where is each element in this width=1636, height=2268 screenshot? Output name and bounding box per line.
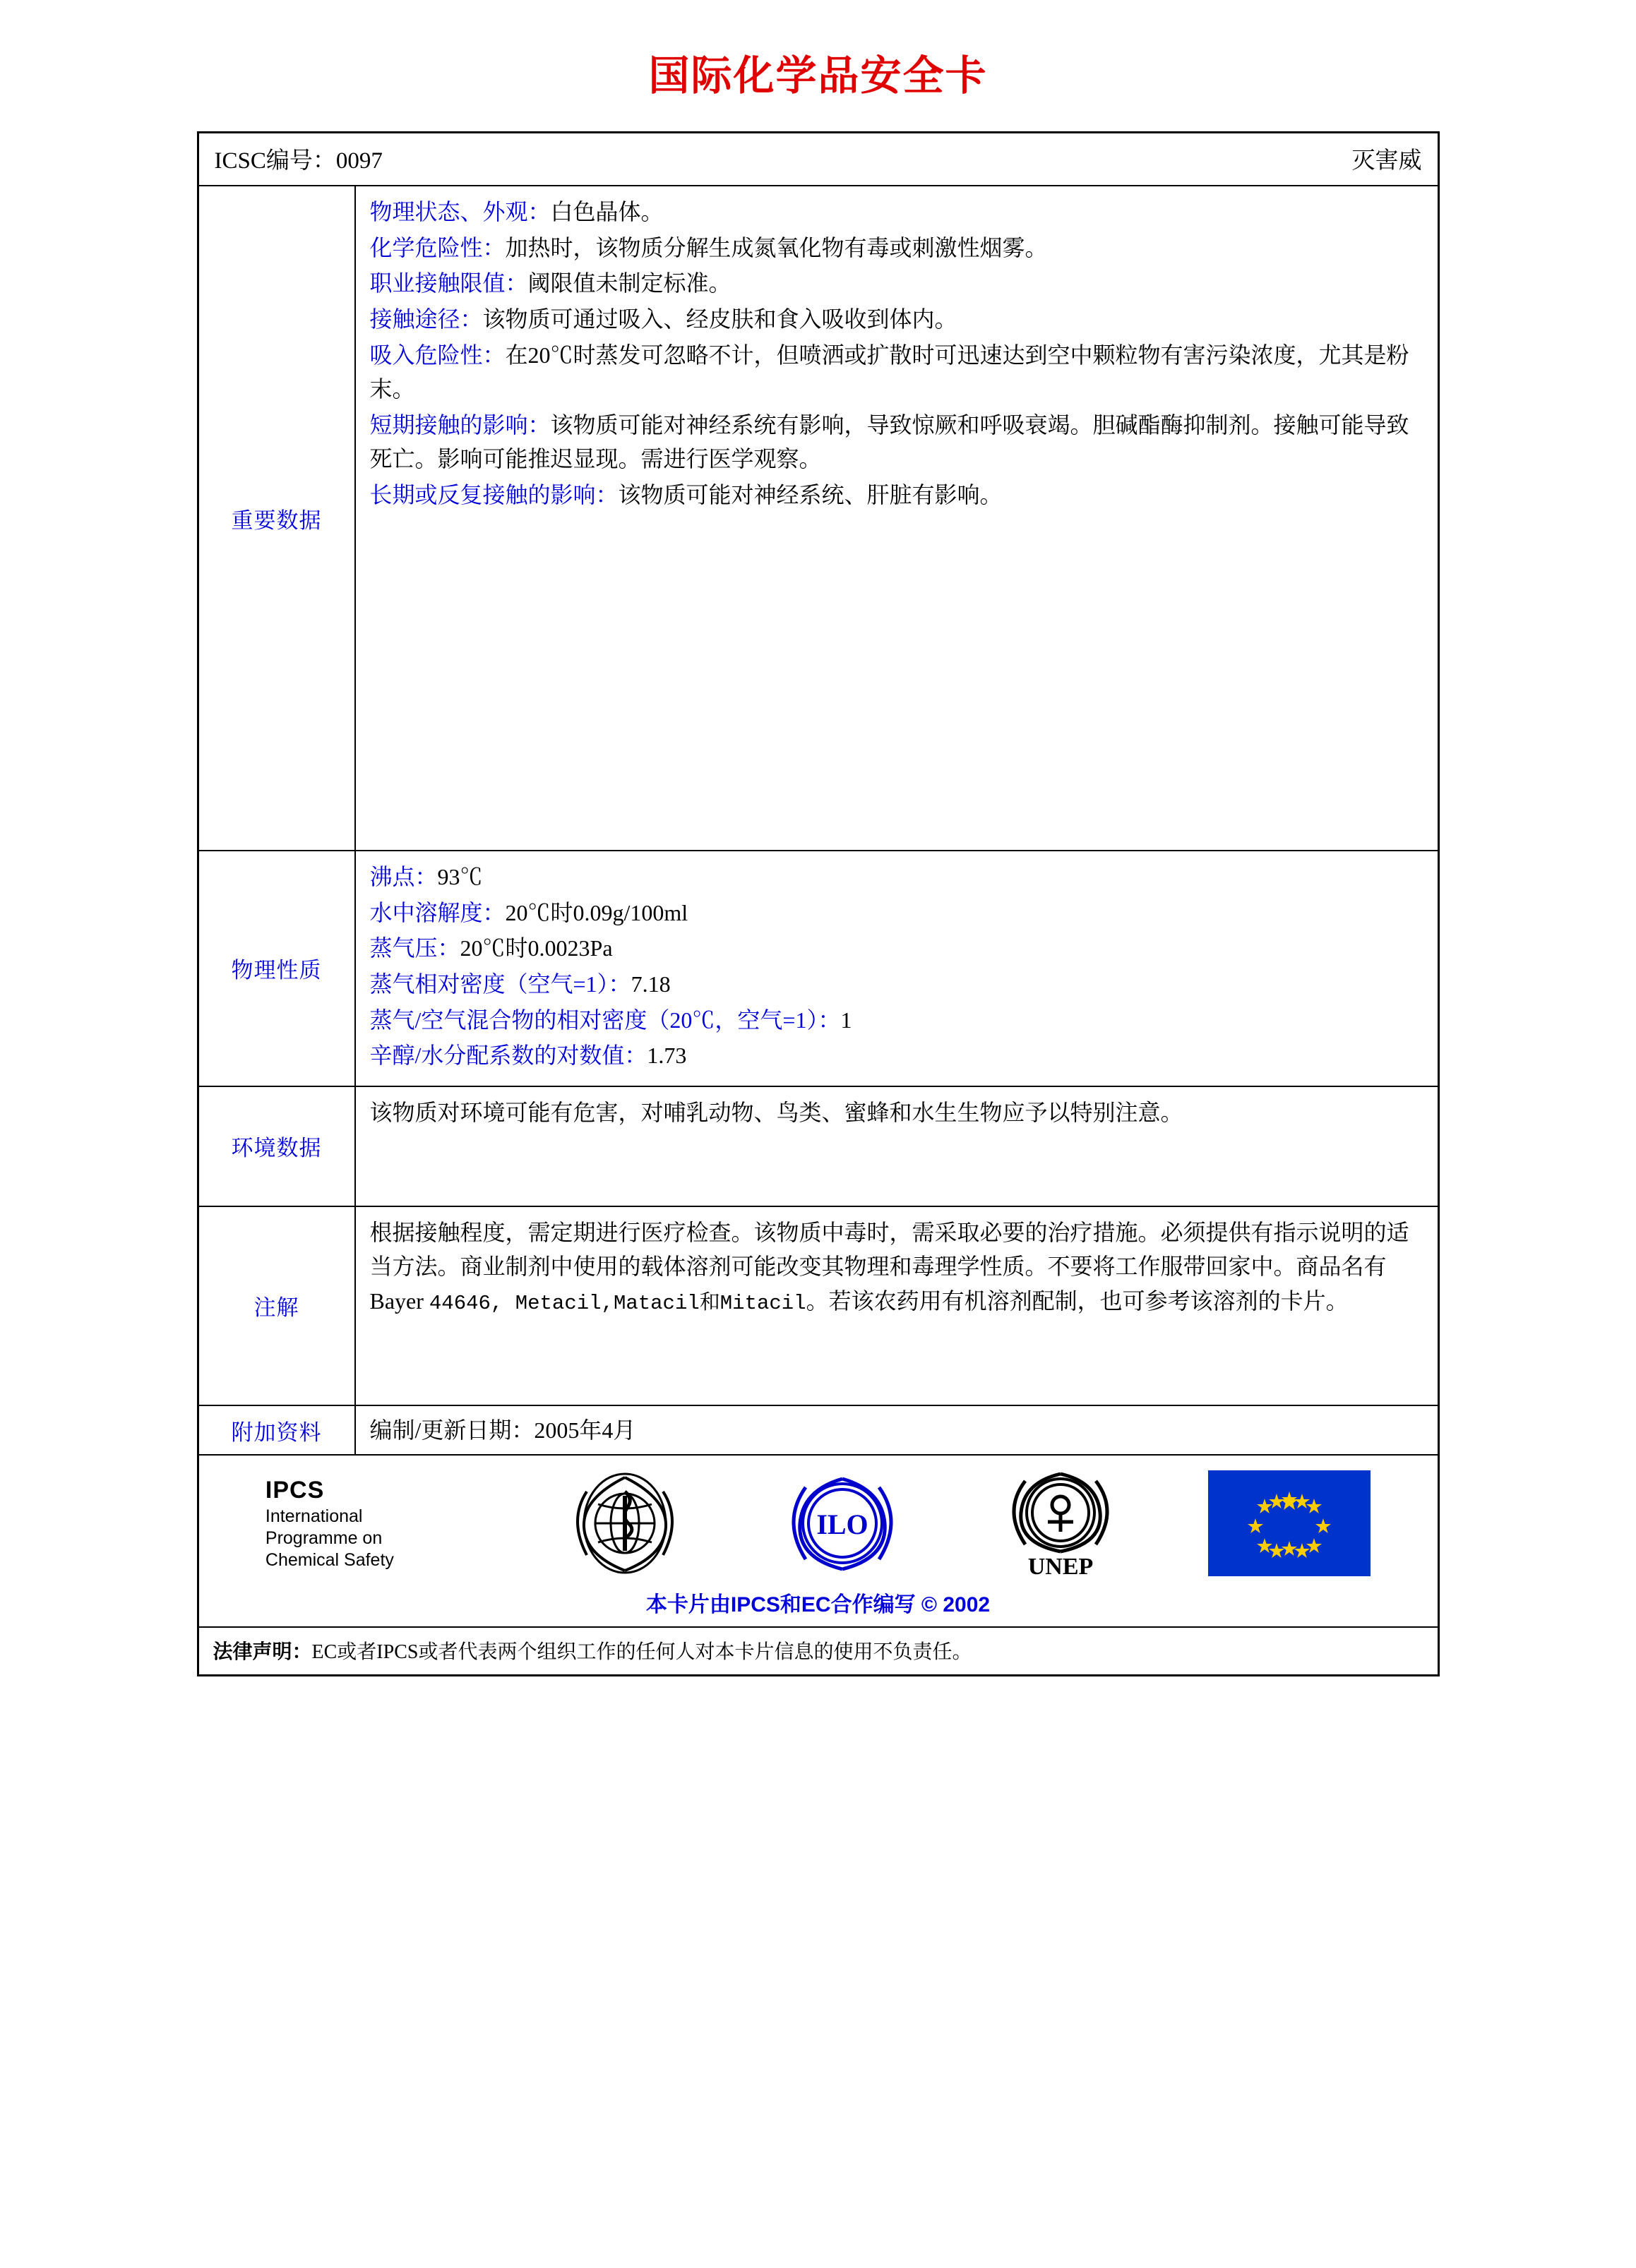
value: 在20℃时蒸发可忽略不计，但喷洒或扩散时可迅速达到空中颗粒物有害污染浓度，尤其是粉末。 (369, 342, 1409, 402)
notes-trade-names: 44646, Metacil,Matacil和Mitacil (429, 1292, 806, 1315)
term: 物理状态、外观： (369, 199, 551, 224)
ipcs-line-2: Programme on (265, 1528, 383, 1548)
ipcs-block (265, 1475, 477, 1571)
notes-text-part1: 根据接触程度，需定期进行医疗检查。该物质中毒时，需采取必要的治疗措施。必须提供有指示说明的适当方法。商业制剂中使用的载体溶剂可能改变其物理和毒理学性质。不要将工作服带回家中。商品名有Bayer (369, 1219, 1409, 1314)
term: 化学危险性： (369, 234, 506, 260)
value: 该物质可能对神经系统、肝脏有影响。 (618, 482, 1003, 508)
footer-logos (199, 1456, 1438, 1628)
value: 1 (840, 1007, 852, 1033)
data-item (370, 195, 1423, 229)
term: 沸点： (369, 864, 438, 889)
value: 该物质可通过吸入、经皮肤和食入吸收到体内。 (482, 306, 957, 332)
value: 1.73 (647, 1043, 687, 1069)
data-item (370, 231, 1423, 265)
value: 白色晶体。 (550, 199, 664, 224)
logos-container (199, 1463, 1438, 1580)
section-physical-properties (199, 851, 1438, 1087)
data-item (370, 1003, 1423, 1038)
value: 该物质可能对神经系统有影响，导致惊厥和呼吸衰竭。胆碱酯酶抑制剂。接触可能导致死亡。影响可能推迟显现。需进行医学观察。 (369, 412, 1409, 472)
value: 20℃时0.0023Pa (460, 935, 613, 961)
term: 吸入危险性： (369, 342, 506, 368)
who-logo-icon (554, 1470, 695, 1576)
unep-logo-icon (990, 1467, 1131, 1580)
term: 蒸气相对密度（空气=1）： (369, 971, 631, 997)
section-additional (199, 1406, 1438, 1456)
section-label-additional: 附加资料 (199, 1406, 356, 1455)
legal-notice (199, 1628, 1438, 1674)
card-header (199, 133, 1438, 186)
section-content-environmental-data: 该物质对环境可能有危害，对哺乳动物、鸟类、蜜蜂和水生生物应予以特别注意。 (369, 1099, 1183, 1125)
data-item (370, 967, 1423, 1002)
value: 7.18 (631, 971, 671, 997)
icsc-number-value: 0097 (335, 148, 383, 174)
term: 长期或反复接触的影响： (369, 482, 619, 508)
term: 接触途径： (369, 306, 483, 332)
value: 20℃时0.09g/100ml (505, 899, 688, 925)
data-item (370, 860, 1423, 894)
term: 短期接触的影响： (369, 412, 551, 438)
term: 蒸气/空气混合物的相对密度（20℃，空气=1）： (369, 1007, 841, 1033)
section-label-important-data: 重要数据 (199, 186, 356, 850)
term: 蒸气压： (369, 935, 460, 961)
page-title: 国际化学品安全卡 (648, 53, 988, 99)
data-item (370, 266, 1423, 301)
credit-line: 本卡片由IPCS和EC合作编写 © 2002 (645, 1593, 991, 1617)
section-label-notes: 注解 (199, 1207, 356, 1405)
unep-label: UNEP (1028, 1554, 1094, 1580)
ipcs-abbreviation: IPCS (265, 1477, 325, 1504)
term: 职业接触限值： (369, 270, 528, 296)
data-item (370, 896, 1423, 930)
section-content-physical-properties (356, 851, 1438, 1086)
substance-name: 灭害威 (1351, 148, 1422, 174)
legal-label: 法律声明： (213, 1641, 312, 1664)
section-environmental-data (199, 1087, 1438, 1207)
term: 辛醇/水分配系数的对数值： (369, 1043, 647, 1069)
data-item (370, 478, 1423, 512)
data-item (370, 408, 1423, 476)
data-item (370, 931, 1423, 966)
icsc-number-group (215, 142, 383, 175)
legal-text: EC或者IPCS或者代表两个组织工作的任何人对本卡片信息的使用不负责任。 (311, 1641, 972, 1664)
section-label-environmental-data: 环境数据 (199, 1087, 356, 1206)
ipcs-line-3: Chemical Safety (265, 1550, 394, 1571)
section-content-important-data (356, 186, 1438, 850)
section-label-physical-properties: 物理性质 (199, 851, 356, 1086)
eu-flag-icon (1208, 1470, 1371, 1576)
term: 水中溶解度： (369, 899, 506, 925)
data-item (370, 1038, 1423, 1073)
section-content-notes (356, 1207, 1438, 1405)
notes-text-part2: 。若该农药用有机溶剂配制，也可参考该溶剂的卡片。 (806, 1288, 1349, 1314)
section-important-data (199, 186, 1438, 851)
icsc-card (197, 131, 1440, 1676)
data-item (370, 302, 1423, 337)
value: 阈限值未制定标准。 (527, 270, 732, 296)
data-item (370, 338, 1423, 407)
value: 加热时，该物质分解生成氮氧化物有毒或刺激性烟雾。 (505, 234, 1048, 260)
ilo-logo-icon (772, 1470, 913, 1576)
icsc-number-label: ICSC编号： (214, 148, 336, 174)
ipcs-line-1: International (265, 1506, 363, 1526)
svg-text:ILO: ILO (816, 1508, 869, 1541)
section-notes (199, 1207, 1438, 1406)
value: 93℃ (437, 864, 483, 889)
section-content-additional: 编制/更新日期：2005年4月 (369, 1417, 636, 1443)
